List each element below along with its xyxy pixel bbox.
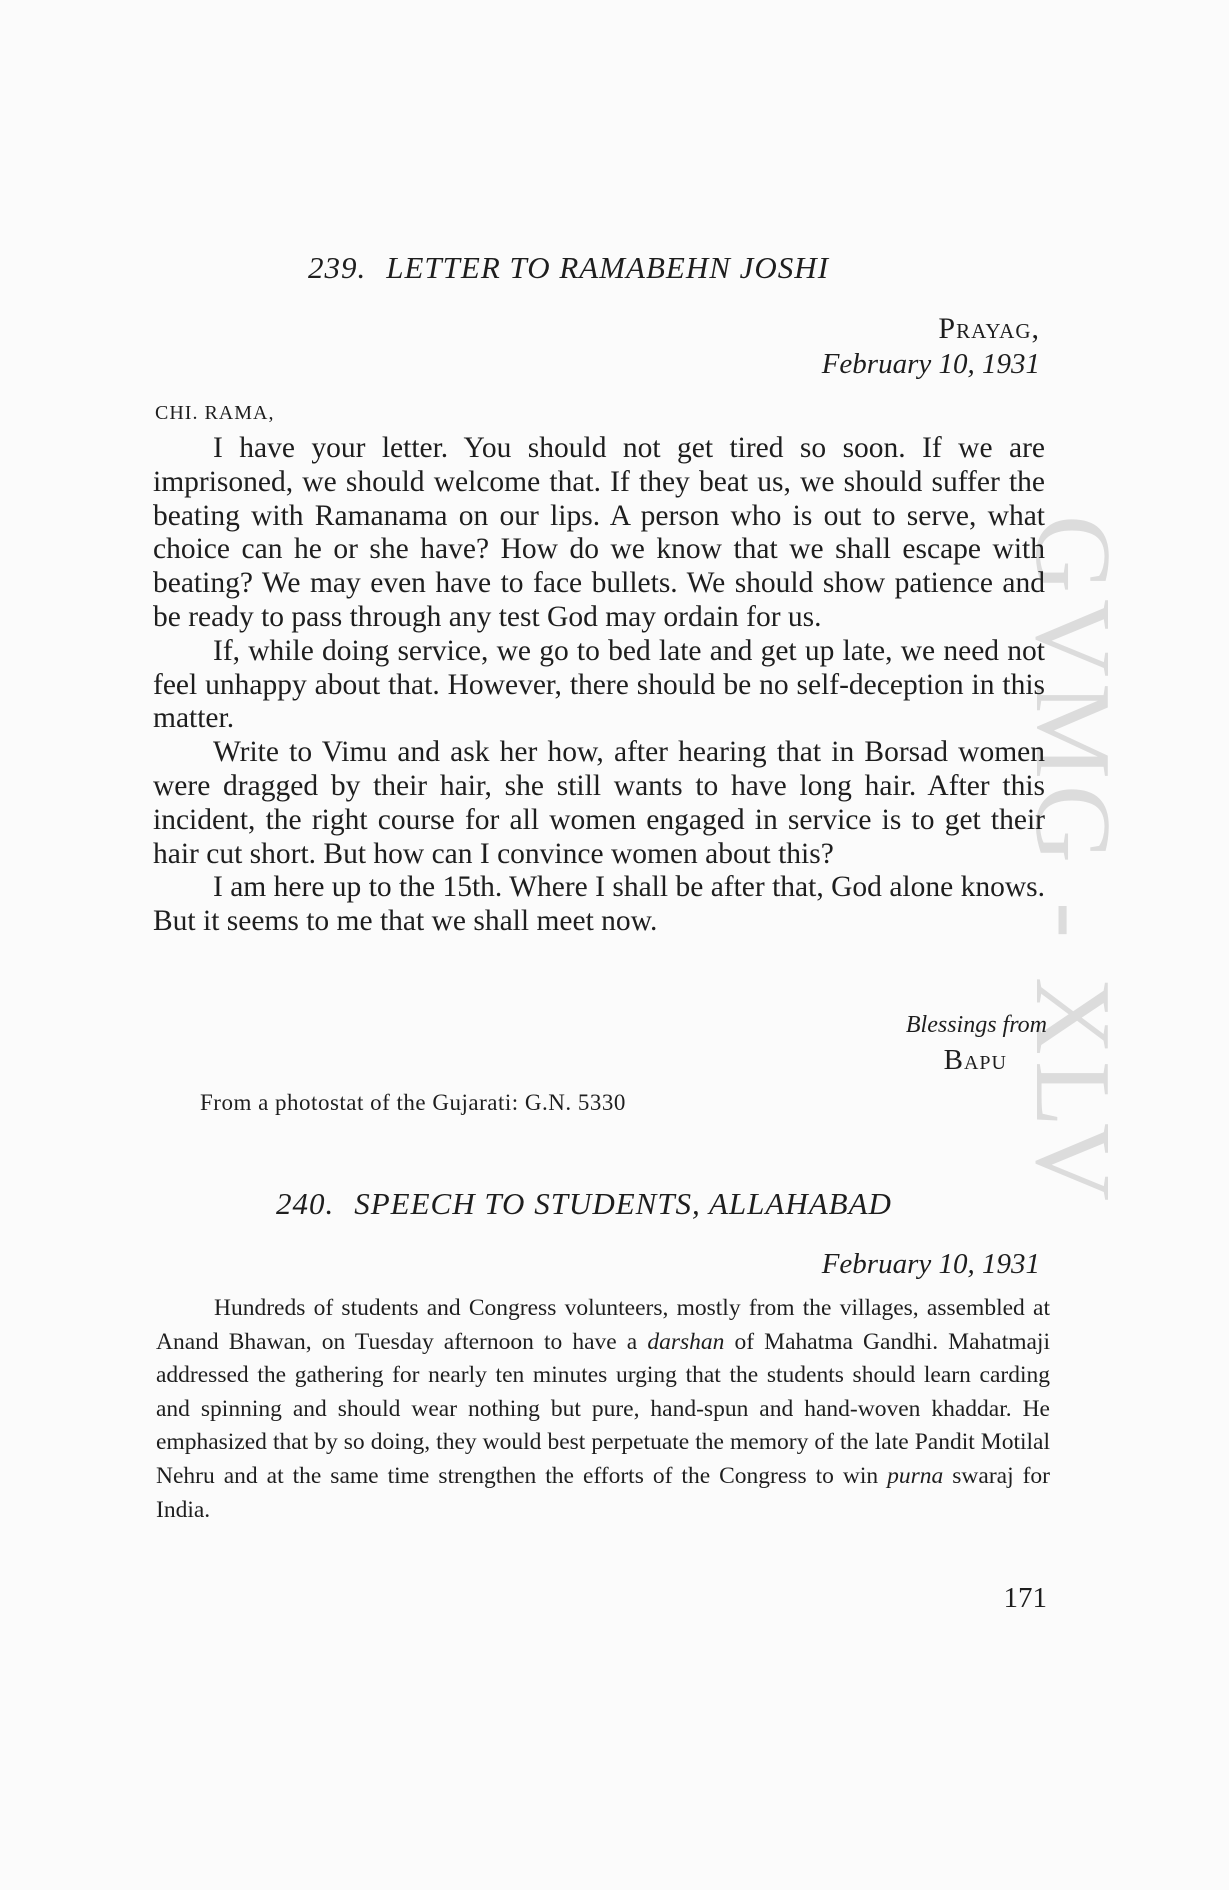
section-240-title: SPEECH TO STUDENTS, ALLAHABAD (354, 1186, 892, 1221)
letter-body (153, 432, 1045, 939)
letter-salutation: CHI. RAMA, (155, 402, 275, 424)
speech-date: February 10, 1931 (821, 1248, 1040, 1280)
letter-paragraph: If, while doing service, we go to bed late and get up late, we need not feel unhappy about that. However, there should be no self-deception in this matter. (153, 634, 1045, 735)
report-italic-term: purna (887, 1462, 944, 1489)
report-text: Hundreds of students and Congress volunteers, mostly from the villages, assembled at Anand Bhawan, on Tuesday afternoon to have a (156, 1295, 1050, 1355)
letter-signature: Bapu (943, 1044, 1007, 1076)
report-text: swaraj for India. (156, 1462, 1051, 1523)
section-239-title: LETTER TO RAMABEHN JOSHI (386, 250, 830, 285)
speech-report (156, 1292, 1050, 1527)
source-note: From a photostat of the Gujarati: G.N. 5330 (200, 1090, 626, 1115)
report-italic-term: darshan (647, 1328, 725, 1355)
watermark: GVMG - XLV (1013, 515, 1132, 1208)
letter-paragraph: I am here up to the 15th. Where I shall be after that, God alone knows. But it seems to me that we shall meet now. (153, 871, 1045, 938)
letter-paragraph: I have your letter. You should not get tired so soon. If we are imprisoned, we should welcome that. If they beat us, we should suffer the beating with Ramanama on our lips. A person who is out to serve, what choice can he or she have? How do we know that we shall escape with beating? We may even have to face bullets. We should show patience and be ready to pass through any test God may ordain for us. (153, 432, 1045, 633)
letter-closing: Blessings from (905, 1012, 1047, 1038)
letter-date: February 10, 1931 (821, 348, 1040, 380)
section-240-heading (276, 1186, 892, 1222)
letter-place: Prayag, (938, 312, 1040, 345)
report-text: of Mahatma Gandhi. Mahatmaji addressed the gathering for nearly ten minutes urging that the students should learn carding and spinning and should wear nothing but pure, hand-spun and hand-woven khaddar. He emphasized that by so doing, they would best perpetuate the memory of the late Pandit Motilal Nehru and at the same time strengthen the efforts of the Congress to win (156, 1328, 1050, 1489)
section-240-number: 240. (276, 1186, 335, 1221)
letter-paragraph: Write to Vimu and ask her how, after hearing that in Borsad women were dragged by their hair, she still wants to have long hair. After this incident, the right course for all women engaged in service is to get their hair cut short. But how can I convince women about this? (153, 736, 1045, 870)
page-number: 171 (1003, 1582, 1047, 1614)
section-239-heading (308, 250, 829, 286)
section-239-number: 239. (308, 250, 367, 285)
